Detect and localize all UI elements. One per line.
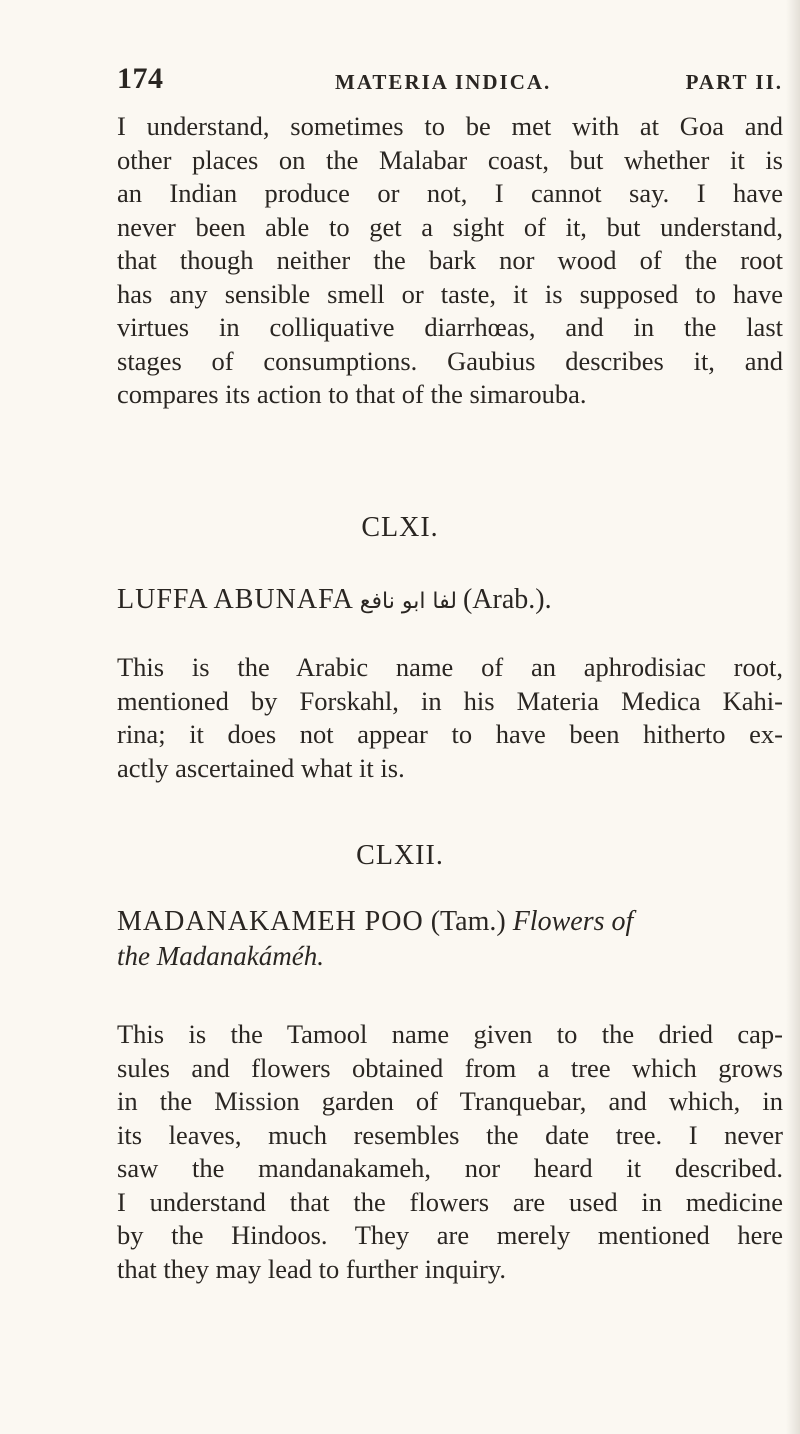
section-number-clxi: CLXI. (361, 512, 439, 543)
heading-italic-continuation: the Madanakáméh. (117, 941, 324, 971)
heading-language: (Tam.) (430, 906, 506, 937)
text-line: by the Hindoos. They are merely mentioned here (117, 1220, 783, 1250)
text-line: never been able to get a sight of it, but understand, (117, 211, 783, 242)
text-line: sules and flowers obtained from a tree which grows (117, 1052, 783, 1083)
text-line: that though neither the bark nor wood of the root (117, 245, 783, 275)
text-line: compares its action to that of the simarouba. (117, 379, 587, 409)
running-title: MATERIA INDICA. (335, 70, 552, 94)
text-line: rina; it does not appear to have been hitherto ex- (117, 719, 783, 749)
heading-arabic: لفا ابو نافع (359, 589, 457, 614)
page-number: 174 (117, 62, 164, 95)
running-header (117, 62, 793, 102)
madanakameh-paragraph (117, 1018, 783, 1286)
text-line: mentioned by Forskahl, in his Materia Medica Kahi- (117, 685, 783, 716)
entry-heading-luffa (117, 583, 783, 619)
text-line: that they may lead to further inquiry. (117, 1253, 507, 1284)
text-line: stages of consumptions. Gaubius describes it, and (117, 345, 783, 376)
luffa-paragraph (117, 651, 783, 785)
intro-paragraph (117, 110, 783, 412)
heading-italic-title: Flowers of (512, 906, 634, 937)
heading-caps: MADANAKAMEH POO (117, 906, 424, 937)
text-line: I understand, sometimes to be met with at Goa and (117, 111, 783, 141)
text-line: in the Mission garden of Tranquebar, and which, in (117, 1086, 783, 1116)
part-label: PART II. (685, 70, 783, 94)
section-number-clxii: CLXII. (356, 840, 444, 871)
page-edge-shadow (786, 0, 800, 1434)
text-line: virtues in colliquative diarrhœas, and in the last (117, 312, 783, 342)
entry-heading-madanakameh (117, 905, 783, 974)
text-line: other places on the Malabar coast, but whether it is (117, 144, 783, 175)
heading-language: (Arab.). (462, 584, 552, 615)
text-line: I understand that the flowers are used in medicine (117, 1186, 783, 1217)
text-line: has any sensible smell or taste, it is supposed to have (117, 278, 783, 309)
text-line: its leaves, much resembles the date tree. I never (117, 1119, 783, 1150)
text-line: This is the Tamool name given to the dried cap- (117, 1019, 783, 1049)
text-line: This is the Arabic name of an aphrodisiac root, (117, 652, 783, 682)
text-line: actly ascertained what it is. (117, 752, 405, 783)
text-line: saw the mandanakameh, nor heard it described. (117, 1153, 783, 1183)
heading-caps: LUFFA ABUNAFA (117, 584, 354, 615)
text-line: an Indian produce or not, I cannot say. I have (117, 178, 783, 208)
